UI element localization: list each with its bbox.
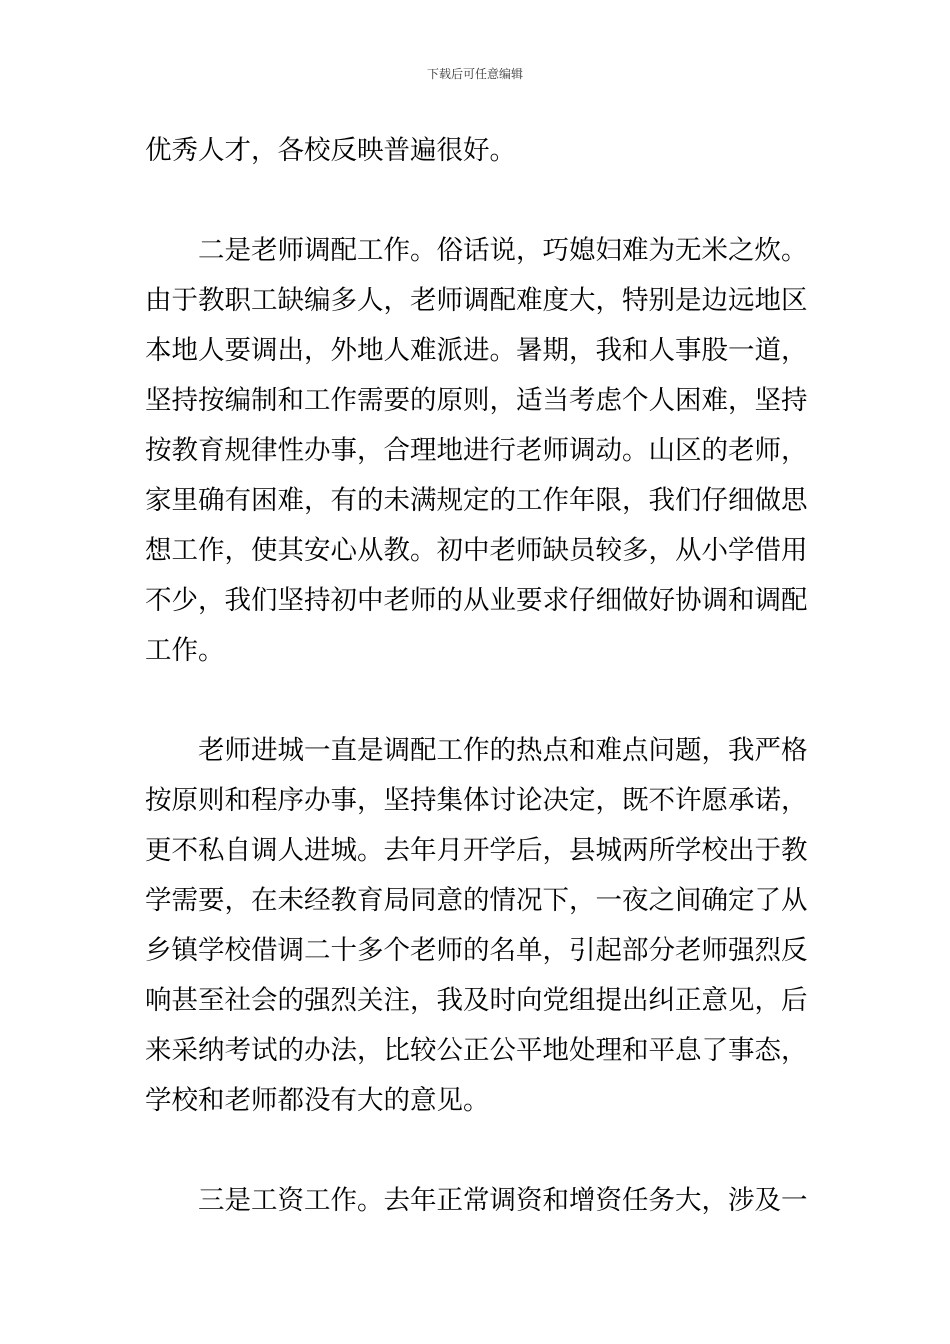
text-line: 想工作，使其安心从教。初中老师缺员较多，从小学借用 — [145, 535, 808, 566]
text-line: 按教育规律性办事，合理地进行老师调动。山区的老师， — [145, 435, 808, 466]
paragraph-3 — [145, 726, 815, 1126]
text-line: 来采纳考试的办法，比较公正公平地处理和平息了事态， — [145, 1035, 808, 1066]
page-header: 下载后可任意编辑 — [426, 67, 523, 81]
text-line: 家里确有困难，有的未满规定的工作年限，我们仔细做思 — [145, 485, 808, 516]
text-line: 工作。 — [145, 635, 225, 666]
paragraph-2 — [145, 226, 815, 676]
text-line: 二是老师调配工作。俗话说，巧媳妇难为无米之炊。 — [198, 235, 808, 266]
text-line: 由于教职工缺编多人，老师调配难度大，特别是边远地区 — [145, 285, 808, 316]
text-line: 优秀人才，各校反映普遍很好。 — [145, 135, 516, 166]
text-line: 学需要，在未经教育局同意的情况下，一夜之间确定了从 — [145, 885, 808, 916]
text-line: 三是工资工作。去年正常调资和增资任务大，涉及一 — [198, 1185, 808, 1216]
text-line: 更不私自调人进城。去年月开学后，县城两所学校出于教 — [145, 835, 808, 866]
text-line: 不少，我们坚持初中老师的从业要求仔细做好协调和调配 — [145, 585, 808, 616]
text-line: 乡镇学校借调二十多个老师的名单，引起部分老师强烈反 — [145, 935, 808, 966]
text-line: 按原则和程序办事，坚持集体讨论决定，既不许愿承诺， — [145, 785, 808, 816]
document-body — [145, 126, 815, 1226]
paragraph-gap — [145, 676, 815, 726]
text-line: 坚持按编制和工作需要的原则，适当考虑个人困难，坚持 — [145, 385, 808, 416]
text-line: 老师进城一直是调配工作的热点和难点问题，我严格 — [198, 735, 808, 766]
paragraph-1 — [145, 126, 815, 176]
paragraph-4 — [145, 1176, 815, 1226]
paragraph-gap — [145, 1126, 815, 1176]
paragraph-gap — [145, 176, 815, 226]
text-line: 响甚至社会的强烈关注，我及时向党组提出纠正意见，后 — [145, 985, 808, 1016]
text-line: 本地人要调出，外地人难派进。暑期，我和人事股一道， — [145, 335, 808, 366]
text-line: 学校和老师都没有大的意见。 — [145, 1085, 490, 1116]
